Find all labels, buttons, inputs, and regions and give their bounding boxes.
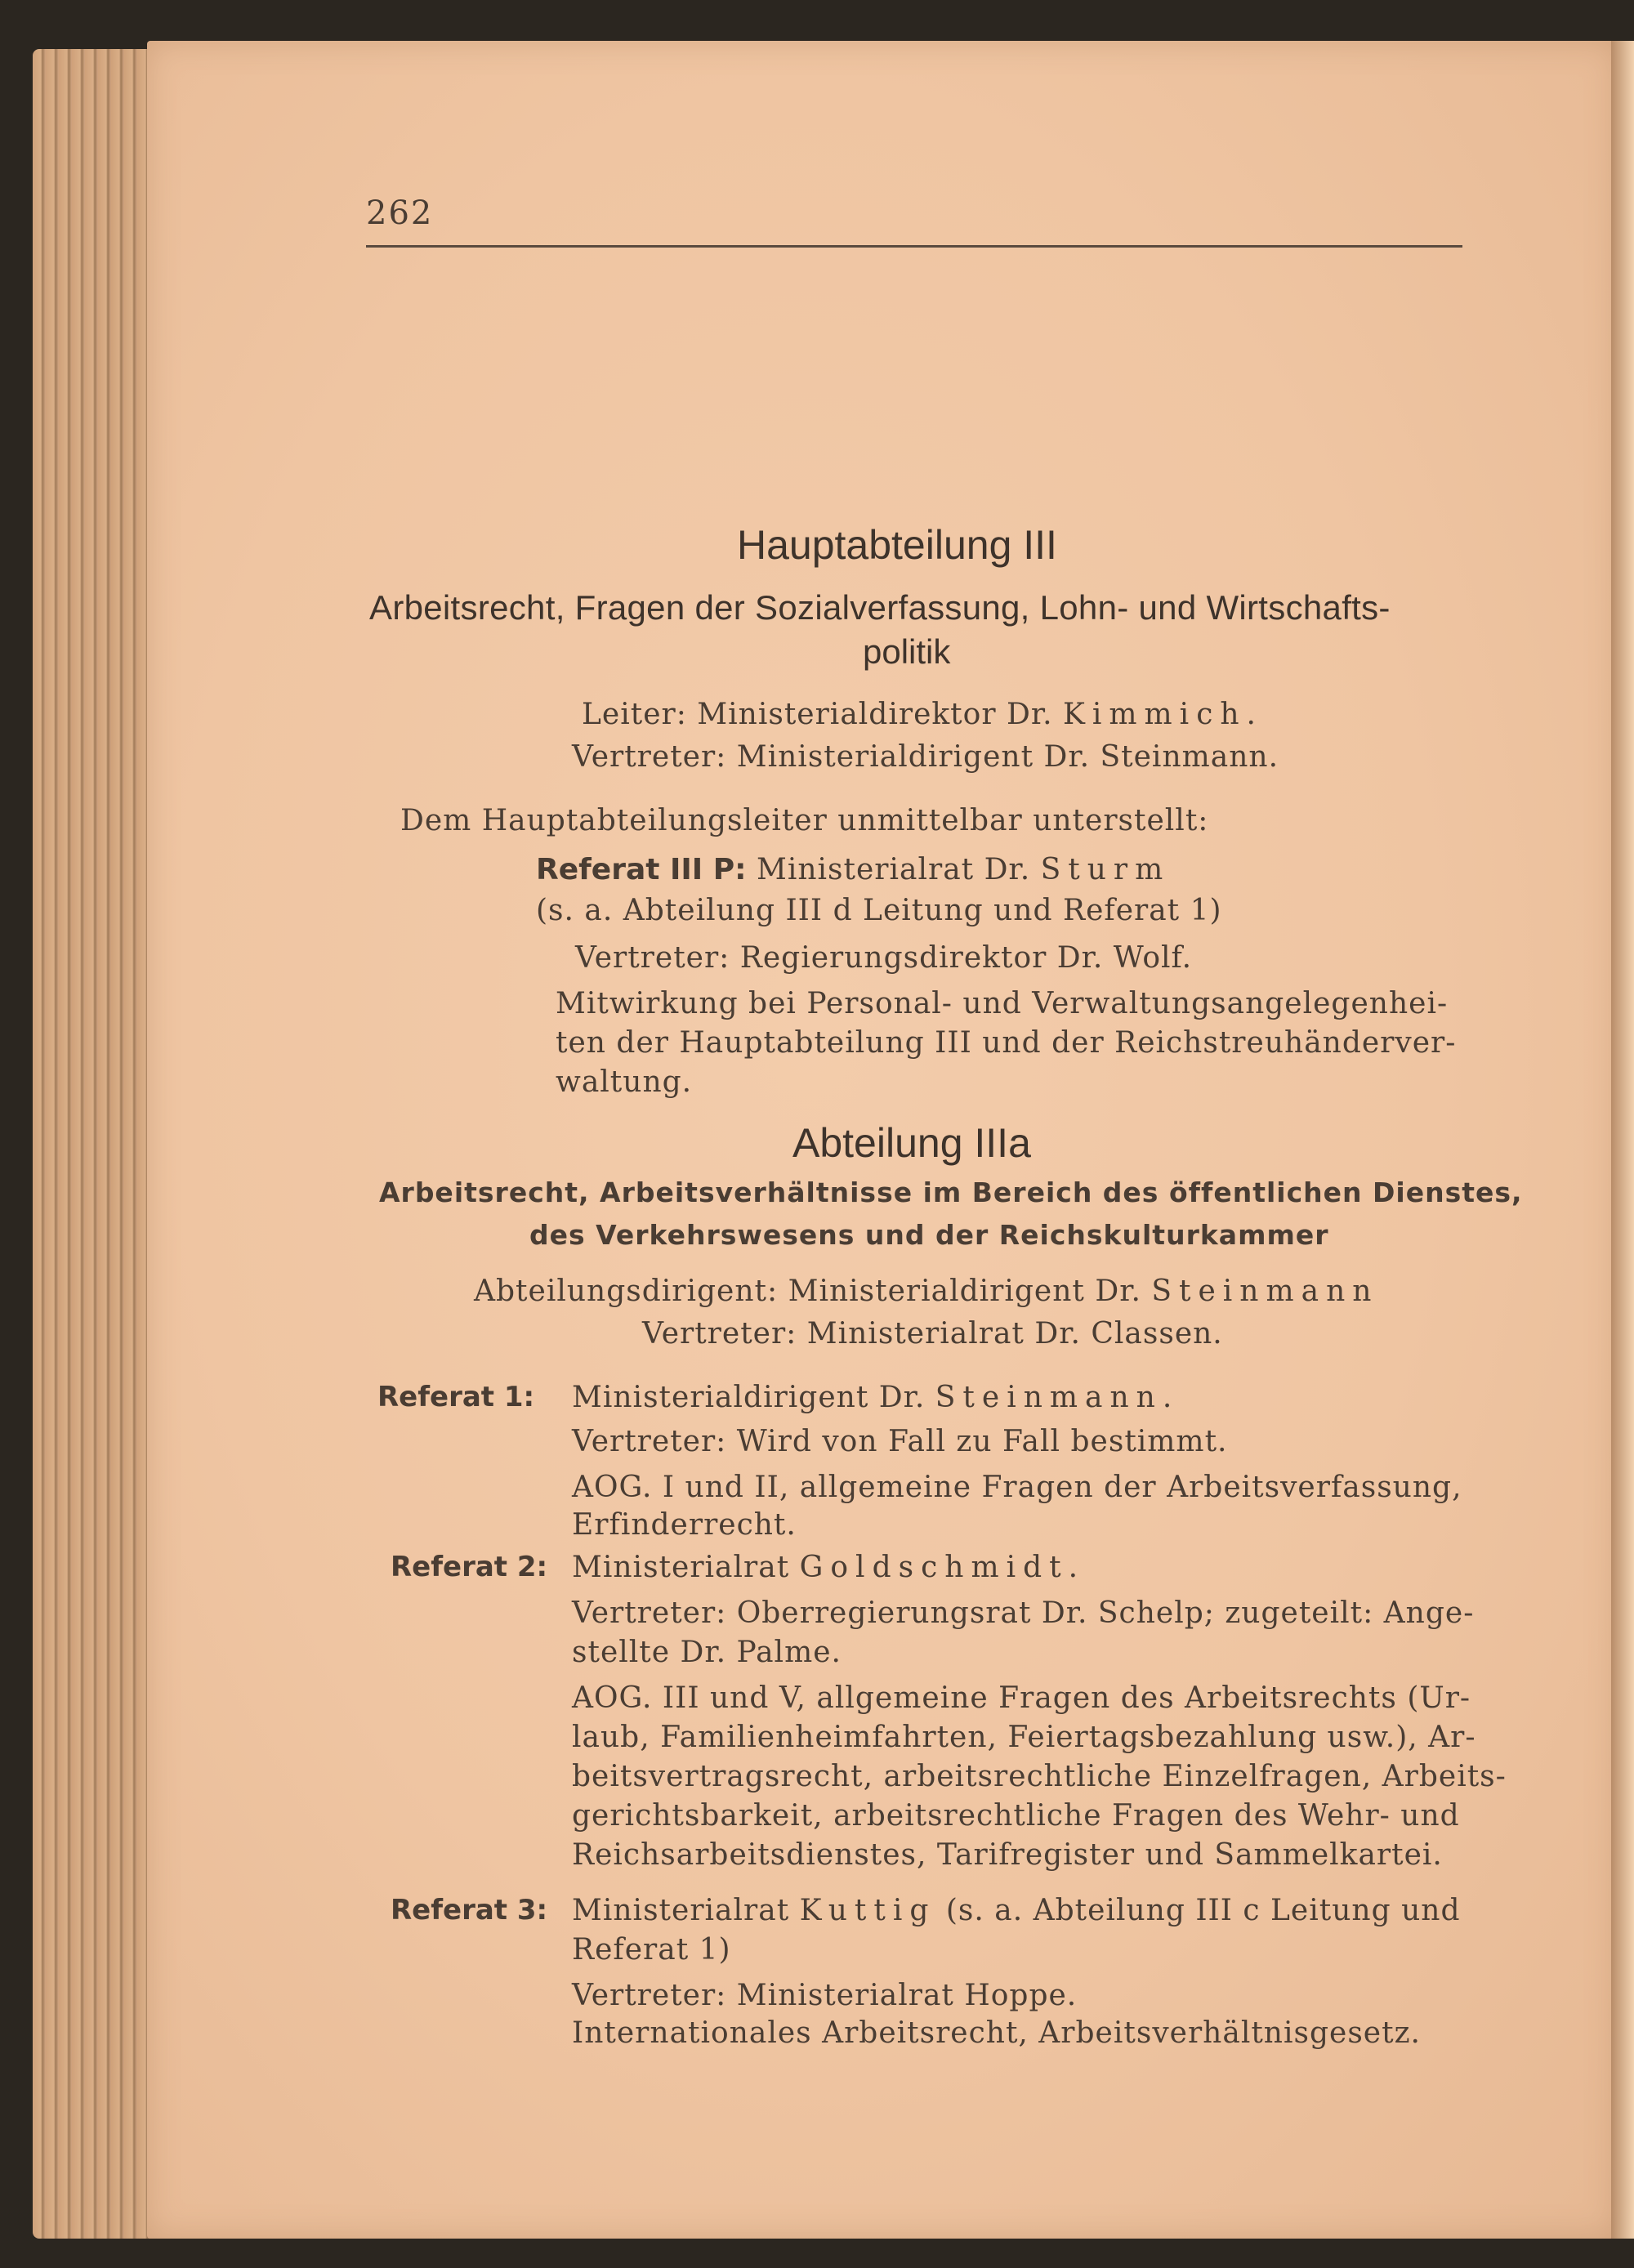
referat-2-head xyxy=(572,1551,1085,1584)
referat-2-duty-line5: Reichsarbeitsdienstes, Tarifregister und Sammelkartei. xyxy=(572,1838,1443,1872)
leiter-name: Kimmich. xyxy=(1063,698,1263,731)
referat-2-vertreter-line1: Vertreter: Oberregierungsrat Dr. Schelp; zugeteilt: Ange- xyxy=(572,1596,1475,1630)
referat-p-duty-line1: Mitwirkung bei Personal- und Verwaltungsangelegenhei- xyxy=(556,987,1449,1020)
referat-1-label: Referat 1: xyxy=(377,1381,535,1413)
referat-2-duty-line4: gerichtsbarkeit, arbeitsrechtliche Fragen des Wehr- und xyxy=(572,1799,1460,1833)
referat-1-duty-line2: Erfinderrecht. xyxy=(572,1508,797,1542)
department-title: Abteilung IIIa xyxy=(792,1120,1031,1166)
referat-p-head: Ministerialrat Dr. xyxy=(756,853,1031,886)
department-subtitle-line1: Arbeitsrecht, Arbeitsverhältnisse im Bereich des öffentlichen Dienstes, xyxy=(379,1176,1523,1208)
referat-2-duty-line2: laub, Familienheimfahrten, Feiertagsbezahlung usw.), Ar- xyxy=(572,1721,1476,1754)
department-subtitle-line2: des Verkehrswesens und der Reichskulturkammer xyxy=(529,1219,1329,1251)
referat-3-head-prefix: Ministerialrat xyxy=(572,1894,790,1927)
referat-1-head-name: Steinmann. xyxy=(935,1381,1180,1414)
direct-report-intro: Dem Hauptabteilungsleiter unmittelbar unterstellt: xyxy=(400,804,1209,837)
page-gutter xyxy=(1611,41,1634,2239)
referat-p-head-name: Sturm xyxy=(1040,853,1171,886)
referat-p-vertreter: Vertreter: Regierungsdirektor Dr. Wolf. xyxy=(575,941,1193,975)
page-number: 262 xyxy=(366,194,434,232)
referat-1-vertreter: Vertreter: Wird von Fall zu Fall bestimmt. xyxy=(572,1425,1228,1458)
section-vertreter: Vertreter: Ministerialdirigent Dr. Steinmann. xyxy=(572,740,1279,774)
referat-3-head-suffix: (s. a. Abteilung III c Leitung und xyxy=(945,1894,1461,1927)
referat-2-duty-line3: beitsvertragsrecht, arbeitsrechtliche Einzelfragen, Arbeits- xyxy=(572,1760,1507,1793)
referat-1-duty-line1: AOG. I und II, allgemeine Fragen der Arbeitsverfassung, xyxy=(572,1471,1462,1504)
referat-3-head-line2: Referat 1) xyxy=(572,1933,731,1967)
department-vertreter: Vertreter: Ministerialrat Dr. Classen. xyxy=(642,1317,1223,1351)
referat-3-label: Referat 3: xyxy=(391,1894,548,1926)
referat-3-head xyxy=(572,1894,1461,1927)
leiter-line xyxy=(582,698,1263,731)
leiter-label: Leiter: Ministerialdirektor Dr. xyxy=(582,698,1053,731)
referat-3-duty-line1: Internationales Arbeitsrecht, Arbeitsverhältnisgesetz. xyxy=(572,2016,1421,2050)
referat-p-duty-line2: ten der Hauptabteilung III und der Reichstreuhänderver- xyxy=(556,1026,1457,1060)
referat-p-line xyxy=(536,853,1170,886)
referat-p-label: Referat III P: xyxy=(536,853,747,886)
referat-2-duty-line1: AOG. III und V, allgemeine Fragen des Arbeitsrechts (Ur- xyxy=(572,1681,1471,1715)
dirigent-label: Abteilungsdirigent: Ministerialdirigent Dr. xyxy=(474,1275,1141,1308)
referat-p-duty-line3: waltung. xyxy=(556,1065,693,1099)
header-rule xyxy=(366,245,1462,248)
dirigent-line xyxy=(474,1275,1378,1308)
section-subtitle-line2: politik xyxy=(863,632,951,671)
referat-2-vertreter-line2: stellte Dr. Palme. xyxy=(572,1636,842,1669)
dirigent-name: Steinmann xyxy=(1151,1275,1379,1308)
section-title: Hauptabteilung III xyxy=(737,522,1057,568)
referat-2-head-prefix: Ministerialrat xyxy=(572,1551,790,1584)
referat-3-head-name: Kuttig xyxy=(799,1894,936,1927)
referat-2-head-name: Goldschmidt. xyxy=(799,1551,1086,1584)
referat-1-head xyxy=(572,1381,1179,1414)
referat-p-ref: (s. a. Abteilung III d Leitung und Referat 1) xyxy=(536,894,1222,927)
referat-3-vertreter: Vertreter: Ministerialrat Hoppe. xyxy=(572,1979,1078,2012)
referat-1-head-prefix: Ministerialdirigent Dr. xyxy=(572,1381,926,1414)
referat-2-label: Referat 2: xyxy=(391,1551,548,1583)
section-subtitle-line1: Arbeitsrecht, Fragen der Sozialverfassung, Lohn- und Wirtschafts- xyxy=(369,588,1391,627)
